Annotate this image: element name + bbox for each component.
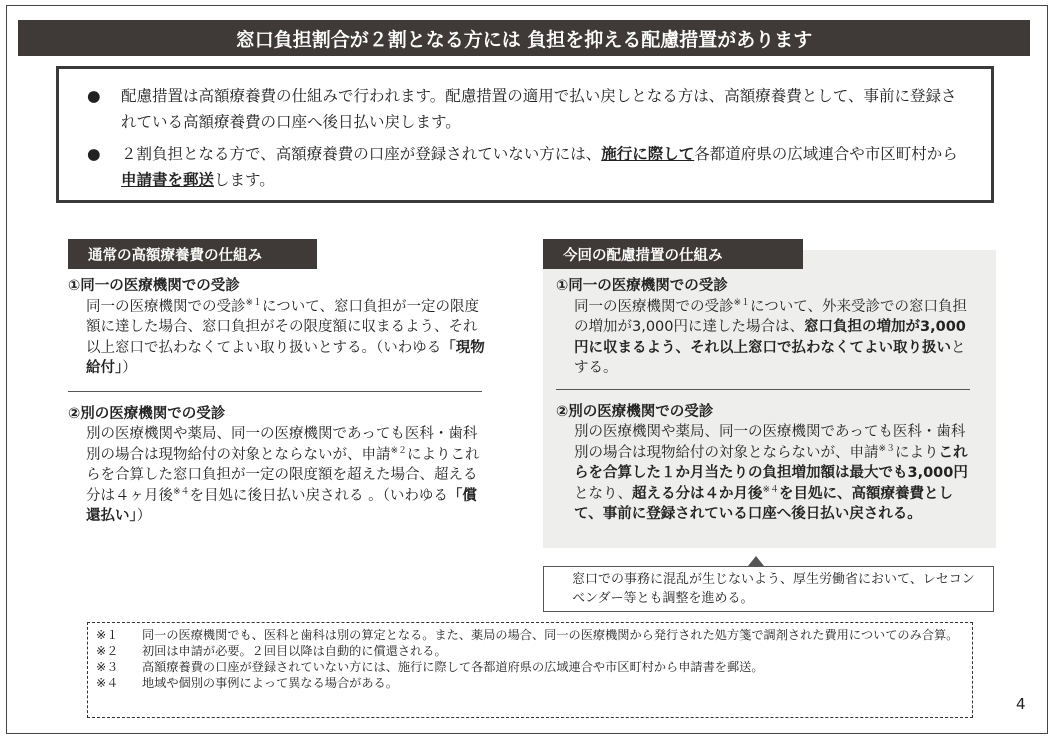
- footnote-ref: ※１: [245, 297, 263, 308]
- text-span: 別の医療機関や薬局、同一の医療機関であっても医科・歯科別の場合は現物給付の対象とならないが、申請: [86, 426, 478, 463]
- left-section-2-text: [68, 424, 490, 527]
- emphasis-text: 「償還払い」: [86, 487, 477, 524]
- emphasis-text: 「現物給付」: [86, 339, 485, 376]
- intro-text-2c: 各都道府県の広域連合や市区町村から: [694, 145, 958, 163]
- footnote-ref: ※３: [878, 443, 896, 454]
- bullet-icon: ●: [87, 145, 101, 163]
- intro-text-2: [121, 141, 971, 193]
- intro-text-2e: します。: [214, 171, 275, 189]
- footnote-ref: ※１: [733, 297, 751, 308]
- text-span: ）: [122, 360, 137, 376]
- left-section-2-heading: ②別の医療機関での受診: [68, 405, 226, 422]
- text-span: 同一の医療機関での受診: [574, 298, 734, 315]
- footnote-mark: ※１: [96, 628, 119, 642]
- divider: [68, 391, 482, 392]
- text-span: とする。: [574, 339, 966, 376]
- emphasis-text: を目処に、高額療養費として、事前に登録されている口座へ後日払い戻される。: [574, 485, 954, 522]
- bullet-icon: ●: [87, 87, 101, 105]
- footnote-text: 地域や個別の事例によって異なる場合がある。: [142, 676, 398, 690]
- callout-note: 窓口での事務に混乱が生じないよう、厚生労働省において、レセコンベンダー等とも調整を進める。: [543, 566, 994, 612]
- text-span: により: [895, 444, 939, 461]
- footnote-text: 高額療養費の口座が登録されていない方には、施行に際して各都道府県の広域連合や市区町村から申請書を郵送。: [142, 660, 764, 674]
- text-span: について、外来受診での窓口負担の増加が3,000円に達した場合は、: [574, 298, 967, 335]
- footnote-mark: ※２: [96, 644, 119, 658]
- page-number: 4: [1016, 695, 1026, 713]
- footnote-row: [96, 675, 966, 691]
- footnote-ref: ※４: [173, 486, 190, 497]
- text-span: ）: [136, 508, 152, 524]
- left-section-1-heading: ①同一の医療機関での受診: [68, 278, 240, 294]
- divider: [556, 389, 970, 390]
- text-span: を目処に後日払い戻される 。（いわゆる: [189, 487, 448, 504]
- footnote-ref: ※２: [390, 445, 408, 456]
- right-section-1-text: [556, 297, 978, 379]
- footnote-text: 同一の医療機関でも、医科と歯科は別の算定となる。また、薬局の場合、同一の医療機関から発行された処方箋で調剤された費用についてのみ合算。: [142, 628, 959, 642]
- callout-arrow-icon: [748, 556, 764, 566]
- right-column: [556, 276, 978, 525]
- intro-box: [56, 66, 994, 203]
- left-tab: 通常の高額療養費の仕組み: [68, 239, 317, 269]
- intro-emphasis-2: 申請書を郵送: [121, 171, 215, 189]
- text-span: について、窓口負担が一定の限度額に達した場合、窓口負担がその限度額に収まるよう、それ以上窓口で払わなくてよい取り扱いとする。（いわゆる: [86, 298, 479, 356]
- footnote-text: 初回は申請が必要。２回目以降は自動的に償還される。: [142, 644, 447, 658]
- right-section-2-text: [556, 422, 978, 525]
- text-span: によりこれらを合算した窓口負担が一定の限度額を超えた場合、超える分は４ヶ月後: [86, 446, 480, 504]
- right-tab: 今回の配慮措置の仕組み: [543, 239, 803, 269]
- text-span: 別の医療機関や薬局、同一の医療機関であっても医科・歯科別の場合は現物給付の対象とならないが、申請: [574, 424, 966, 461]
- intro-text-2a: ２割負担となる方で、高額療養費の口座が登録されていない方には、: [121, 145, 602, 163]
- footnotes-box: [87, 622, 973, 718]
- footnote-mark: ※４: [96, 676, 119, 690]
- text-span: となり、: [574, 485, 632, 502]
- left-column: [68, 276, 490, 527]
- page-title: 窓口負担割合が２割となる方には 負担を抑える配慮措置があります: [18, 20, 1030, 56]
- intro-item-2: [87, 141, 971, 193]
- footnote-mark: ※３: [96, 660, 119, 674]
- footnote-row: [96, 643, 966, 659]
- footnote-ref: ※４: [762, 484, 780, 495]
- right-section-2-heading: ②別の医療機関での受診: [556, 403, 714, 420]
- emphasis-text: 超える分は４か月後: [632, 485, 763, 502]
- intro-item-1: [87, 83, 971, 135]
- emphasis-text: これらを合算した１か月当たりの負担増加額は最大でも3,000円: [574, 444, 968, 481]
- left-section-1-text: [68, 297, 490, 379]
- emphasis-text: 窓口負担の増加が3,000円に収まるよう、それ以上窓口で払わなくてよい取り扱い: [574, 319, 966, 356]
- intro-text-1: 配慮措置は高額療養費の仕組みで行われます。配慮措置の適用で払い戻しとなる方は、高額療養費として、事前に登録されている高額療養費の口座へ後日払い戻します。: [121, 87, 957, 131]
- footnote-row: [96, 659, 966, 675]
- footnote-row: [96, 627, 966, 643]
- intro-emphasis-1: 施行に際して: [601, 145, 695, 163]
- right-section-1-heading: ①同一の医療機関での受診: [556, 278, 728, 294]
- text-span: 同一の医療機関での受診: [86, 298, 246, 315]
